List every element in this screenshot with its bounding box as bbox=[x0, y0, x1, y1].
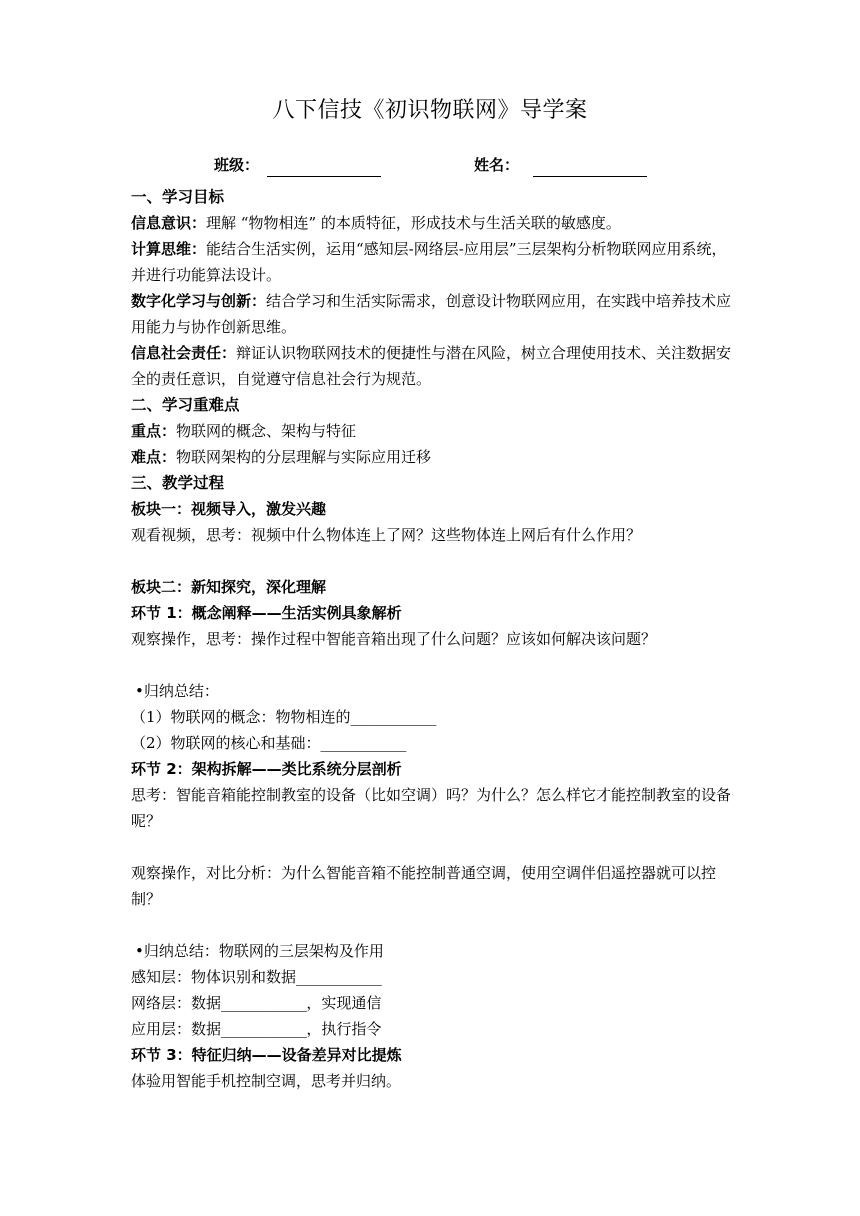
section-heading-key-points: 二、学习重难点 bbox=[131, 396, 240, 414]
key-point-text: 物联网的概念、架构与特征 bbox=[176, 422, 357, 440]
block1-text: 观看视频，思考：视频中什么物体连上了网？这些物体连上网后有什么作用？ bbox=[131, 526, 642, 544]
name-label: 姓名： bbox=[474, 156, 520, 174]
fill-suffix: ，实现通信 bbox=[306, 994, 382, 1012]
spacer bbox=[131, 912, 741, 938]
spacer bbox=[131, 652, 741, 678]
fill-prompt: （1）物联网的概念：物物相连的 bbox=[131, 708, 351, 726]
step1-title: 环节 1：概念阐释——生活实例具象解析 bbox=[131, 604, 402, 622]
fill-blank[interactable]: __________ bbox=[350, 708, 436, 726]
block2-title: 板块二：新知探究，深化理解 bbox=[131, 578, 327, 596]
fill-prompt: 感知层：物体识别和数据 bbox=[131, 968, 297, 986]
class-blank-line[interactable] bbox=[267, 158, 381, 177]
step1-summary-label: •归纳总结： bbox=[135, 682, 219, 700]
fill-blank[interactable]: __________ bbox=[320, 734, 406, 752]
document-body bbox=[131, 184, 741, 1094]
block1-title: 板块一：视频导入，激发兴趣 bbox=[131, 500, 327, 518]
step2-summary: •归纳总结：物联网的三层架构及作用 bbox=[135, 942, 384, 960]
student-info-row bbox=[0, 153, 860, 177]
fill-suffix: ，执行指令 bbox=[306, 1020, 382, 1038]
goal-label: 计算思维： bbox=[131, 240, 207, 258]
fill-prompt: 应用层：数据 bbox=[131, 1020, 222, 1038]
goal-label: 数字化学习与创新： bbox=[131, 292, 267, 310]
class-label: 班级： bbox=[214, 156, 260, 174]
step3-title: 环节 3：特征归纳——设备差异对比提炼 bbox=[131, 1046, 402, 1064]
section-heading-goals: 一、学习目标 bbox=[131, 188, 225, 206]
name-field bbox=[474, 153, 647, 177]
step3-text: 体验用智能手机控制空调，思考并归纳。 bbox=[131, 1072, 402, 1090]
goal-text: 结合学习和生活实际需求，创意设计物联网应用，在实践中培养技术应用能力与协作创新思维。 bbox=[131, 292, 732, 336]
step1-text: 观察操作，思考：操作过程中智能音箱出现了什么问题？应该如何解决该问题？ bbox=[131, 630, 657, 648]
step2-observe-text: 观察操作，对比分析：为什么智能音箱不能控制普通空调，使用空调伴侣遥控器就可以控制？ bbox=[131, 864, 717, 908]
goal-item bbox=[131, 236, 741, 288]
goal-item bbox=[131, 288, 741, 340]
fill-blank[interactable]: __________ bbox=[221, 994, 307, 1012]
name-blank-line[interactable] bbox=[533, 158, 647, 177]
section-heading-process: 三、教学过程 bbox=[131, 474, 225, 492]
perception-layer-line bbox=[131, 964, 741, 990]
key-point-label: 重点： bbox=[131, 422, 177, 440]
spacer bbox=[131, 834, 741, 860]
spacer bbox=[131, 548, 741, 574]
goal-text: 能结合生活实例，运用“感知层-网络层-应用层”三层架构分析物联网应用系统，并进行功能算法设计。 bbox=[131, 240, 727, 284]
page-title: 八下信技《初识物联网》导学案 bbox=[272, 98, 588, 123]
step1-fill-item bbox=[131, 704, 741, 730]
goal-text: 辩证认识物联网技术的便捷性与潜在风险，树立合理使用技术、关注数据安全的责任意识，自觉遵守信息社会行为规范。 bbox=[131, 344, 732, 388]
application-layer-line bbox=[131, 1016, 741, 1042]
goal-text: 理解 “物物相连” 的本质特征，形成技术与生活关联的敏感度。 bbox=[206, 214, 621, 232]
step2-think-text: 思考：智能音箱能控制教室的设备（比如空调）吗？为什么？怎么样它才能控制教室的设备呢？ bbox=[131, 786, 732, 830]
difficult-point-line bbox=[131, 444, 741, 470]
step1-fill-item bbox=[131, 730, 741, 756]
goal-label: 信息意识： bbox=[131, 214, 207, 232]
network-layer-line bbox=[131, 990, 741, 1016]
goal-label: 信息社会责任： bbox=[131, 344, 237, 362]
fill-prompt: （2）物联网的核心和基础： bbox=[131, 734, 321, 752]
fill-blank[interactable]: __________ bbox=[296, 968, 382, 986]
fill-prompt: 网络层：数据 bbox=[131, 994, 222, 1012]
difficult-point-label: 难点： bbox=[131, 448, 177, 466]
goal-item bbox=[131, 210, 741, 236]
key-point-line bbox=[131, 418, 741, 444]
goal-item bbox=[131, 340, 741, 392]
difficult-point-text: 物联网架构的分层理解与实际应用迁移 bbox=[176, 448, 432, 466]
fill-blank[interactable]: __________ bbox=[221, 1020, 307, 1038]
step2-title: 环节 2：架构拆解——类比系统分层剖析 bbox=[131, 760, 402, 778]
class-field bbox=[214, 153, 381, 177]
